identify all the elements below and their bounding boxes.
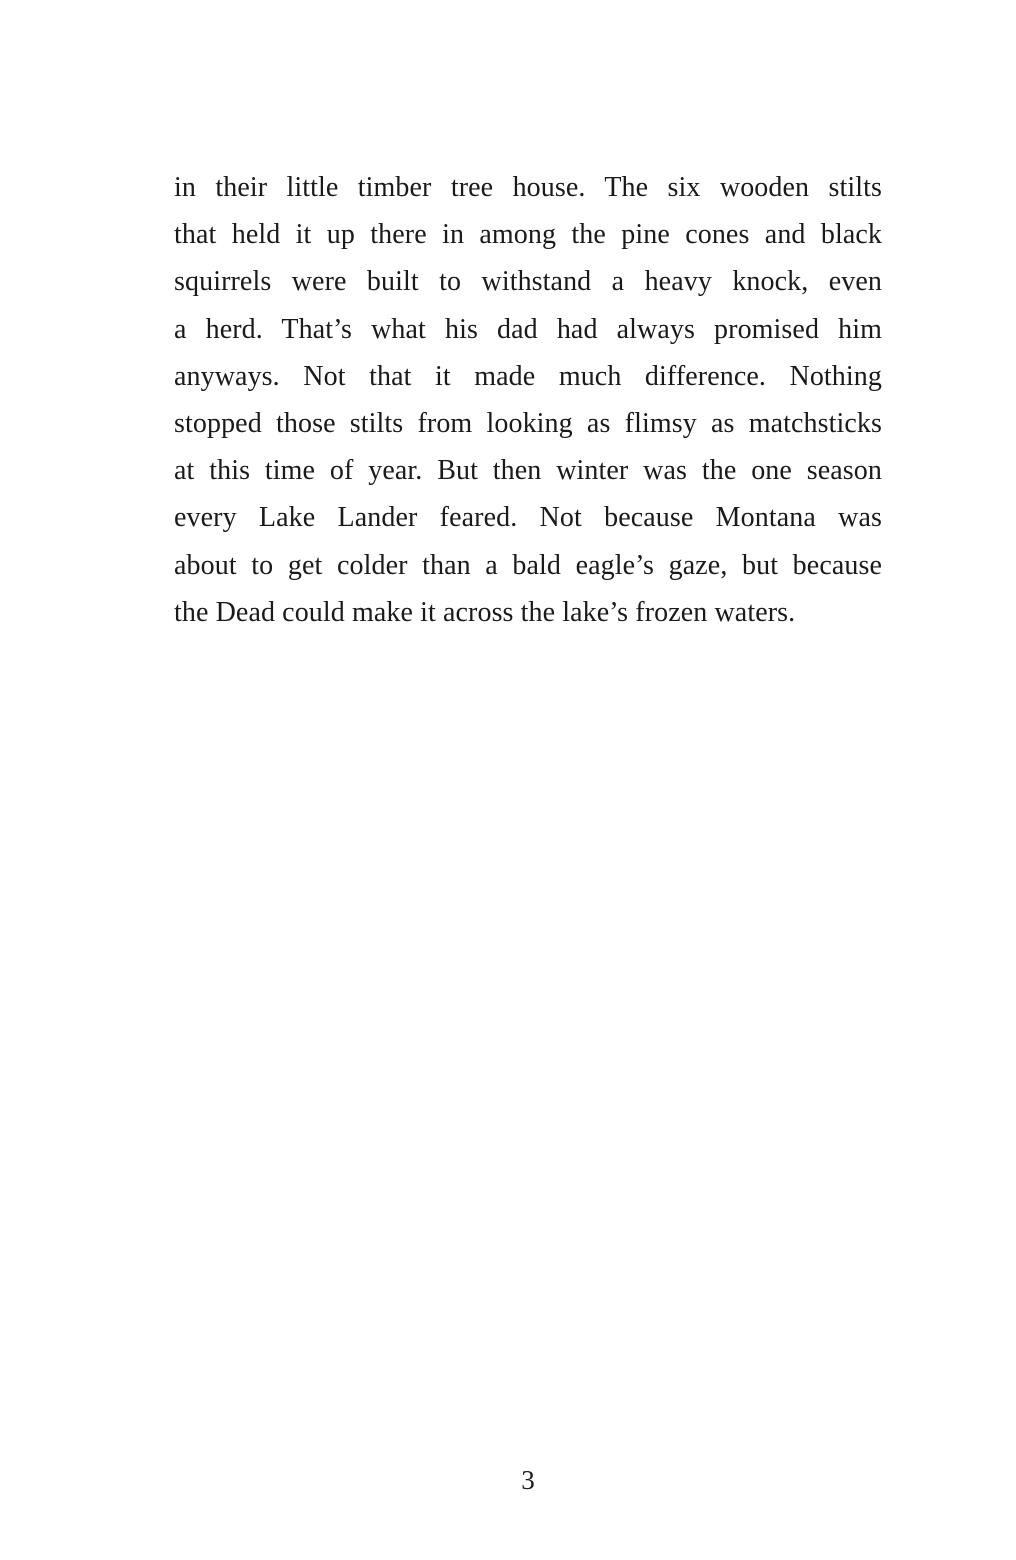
text-line: a herd. That’s what his dad had always promised him	[174, 313, 882, 345]
text-line: in their little timber tree house. The six wooden stilts	[174, 172, 882, 203]
text-line: at this time of year. But then winter was the one season	[174, 455, 882, 487]
body-paragraph	[174, 164, 882, 636]
text-line: that held it up there in among the pine cones and black	[174, 219, 882, 251]
text-line: the Dead could make it across the lake’s frozen waters.	[174, 596, 796, 628]
page-number: 3	[521, 1465, 535, 1495]
text-line: squirrels were built to withstand a heavy knock, even	[174, 266, 882, 298]
text-line: anyways. Not that it made much difference. Nothing	[174, 360, 882, 392]
text-line: stopped those stilts from looking as flimsy as matchsticks	[174, 407, 882, 439]
text-line: every Lake Lander feared. Not because Montana was	[174, 502, 882, 534]
text-line: about to get colder than a bald eagle’s gaze, but because	[174, 549, 882, 581]
